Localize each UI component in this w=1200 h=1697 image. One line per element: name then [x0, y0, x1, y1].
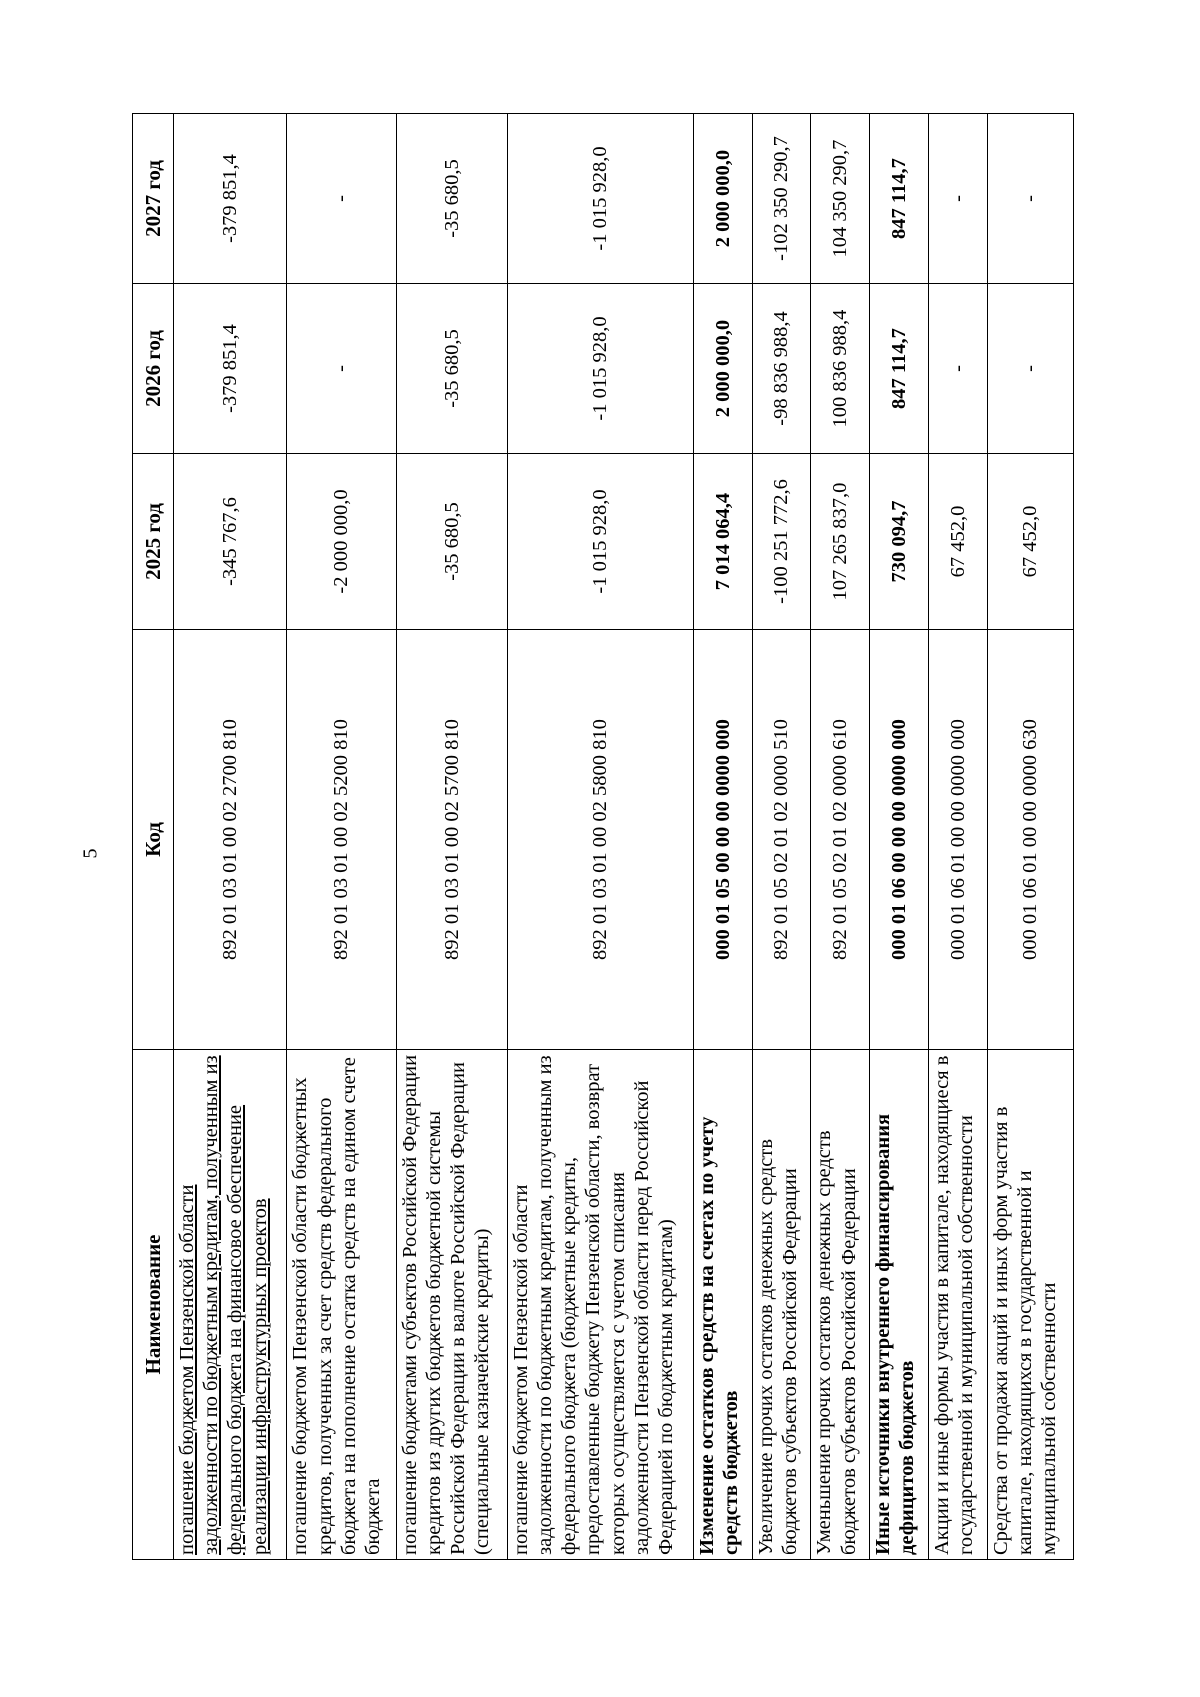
- row-name: погашение бюджетом Пензенской области задолженности по бюджетным кредитам, полученным из федерального бюджета на финансовое обеспечение реализации инфраструктурных проектов: [174, 1050, 287, 1560]
- row-value-2026: -: [928, 284, 987, 454]
- header-name: Наименование: [133, 1050, 174, 1560]
- table-row: [507, 114, 693, 1560]
- table-row: [811, 114, 870, 1560]
- row-name: Иные источники внутреннего финансирования дефицитов бюджетов: [870, 1050, 929, 1560]
- row-value-2025: -35 680,5: [396, 454, 507, 630]
- row-value-2025: 730 094,7: [870, 454, 929, 630]
- row-code: 892 01 03 01 00 02 5800 810: [507, 630, 693, 1050]
- table-row: [174, 114, 287, 1560]
- row-value-2027: -379 851,4: [174, 114, 287, 284]
- row-value-2026: -: [287, 284, 396, 454]
- row-value-2026: -1 015 928,0: [507, 284, 693, 454]
- row-value-2027: -1 015 928,0: [507, 114, 693, 284]
- header-2027: 2027 год: [133, 114, 174, 284]
- row-name: погашение бюджетом Пензенской области задолженности по бюджетным кредитам, полученным из федерального бюджета (бюджетные кредиты, предоставленные бюджету Пензенской области, возврат которых осуществляется с учетом списания задолженности Пензенской области перед Российской Федерацией по бюджетным кредитам): [507, 1050, 693, 1560]
- header-2026: 2026 год: [133, 284, 174, 454]
- row-value-2025: -2 000 000,0: [287, 454, 396, 630]
- table-row: [928, 114, 987, 1560]
- row-value-2027: -: [987, 114, 1073, 284]
- row-code: 892 01 03 01 00 02 2700 810: [174, 630, 287, 1050]
- row-value-2027: -35 680,5: [396, 114, 507, 284]
- row-value-2025: -1 015 928,0: [507, 454, 693, 630]
- row-name: погашение бюджетом Пензенской области бюджетных кредитов, полученных за счет средств федерального бюджета на пополнение остатка средств на едином счете бюджета: [287, 1050, 396, 1560]
- row-value-2025: 7 014 064,4: [693, 454, 752, 630]
- row-name: Акции и иные формы участия в капитале, находящиеся в государственной и муниципальной собственности: [928, 1050, 987, 1560]
- row-value-2026: 100 836 988,4: [811, 284, 870, 454]
- row-value-2026: -: [987, 284, 1073, 454]
- row-value-2025: 67 452,0: [987, 454, 1073, 630]
- row-name: Увеличение прочих остатков денежных средств бюджетов субъектов Российской Федерации: [752, 1050, 811, 1560]
- row-value-2025: 107 265 837,0: [811, 454, 870, 630]
- row-code: 892 01 03 01 00 02 5700 810: [396, 630, 507, 1050]
- row-code: 000 01 06 01 00 00 0000 630: [987, 630, 1073, 1050]
- table-row: [987, 114, 1073, 1560]
- row-value-2026: 2 000 000,0: [693, 284, 752, 454]
- rotated-table-container: [132, 114, 1074, 1560]
- row-value-2027: -: [928, 114, 987, 284]
- table-row: [287, 114, 396, 1560]
- row-code: 000 01 06 00 00 00 0000 000: [870, 630, 929, 1050]
- row-value-2026: -379 851,4: [174, 284, 287, 454]
- row-name: Средства от продажи акций и иных форм участия в капитале, находящихся в государственной и муниципальной собственности: [987, 1050, 1073, 1560]
- table-header-row: [133, 114, 174, 1560]
- table-row: [752, 114, 811, 1560]
- row-code: 892 01 05 02 01 02 0000 510: [752, 630, 811, 1050]
- header-2025: 2025 год: [133, 454, 174, 630]
- row-value-2026: -35 680,5: [396, 284, 507, 454]
- table-row: [396, 114, 507, 1560]
- row-value-2026: 847 114,7: [870, 284, 929, 454]
- table-row-total: [693, 114, 752, 1560]
- row-code: 892 01 03 01 00 02 5200 810: [287, 630, 396, 1050]
- row-value-2026: -98 836 988,4: [752, 284, 811, 454]
- row-value-2025: -100 251 772,6: [752, 454, 811, 630]
- budget-sources-table: [132, 113, 1074, 1560]
- row-name: погашение бюджетами субъектов Российской Федерации кредитов из других бюджетов бюджетной системы Российской Федерации в валюте Российской Федерации (специальные казначейские кредиты): [396, 1050, 507, 1560]
- table-row-total: [870, 114, 929, 1560]
- row-value-2027: -: [287, 114, 396, 284]
- row-value-2027: -102 350 290,7: [752, 114, 811, 284]
- row-name: Изменение остатков средств на счетах по учету средств бюджетов: [693, 1050, 752, 1560]
- row-code: 000 01 05 00 00 00 0000 000: [693, 630, 752, 1050]
- row-name: Уменьшение прочих остатков денежных средств бюджетов субъектов Российской Федерации: [811, 1050, 870, 1560]
- row-value-2025: 67 452,0: [928, 454, 987, 630]
- row-code: 000 01 06 01 00 00 0000 000: [928, 630, 987, 1050]
- row-code: 892 01 05 02 01 02 0000 610: [811, 630, 870, 1050]
- row-value-2025: -345 767,6: [174, 454, 287, 630]
- row-value-2027: 847 114,7: [870, 114, 929, 284]
- page-number: 5: [79, 848, 102, 859]
- header-code: Код: [133, 630, 174, 1050]
- row-value-2027: 104 350 290,7: [811, 114, 870, 284]
- row-value-2027: 2 000 000,0: [693, 114, 752, 284]
